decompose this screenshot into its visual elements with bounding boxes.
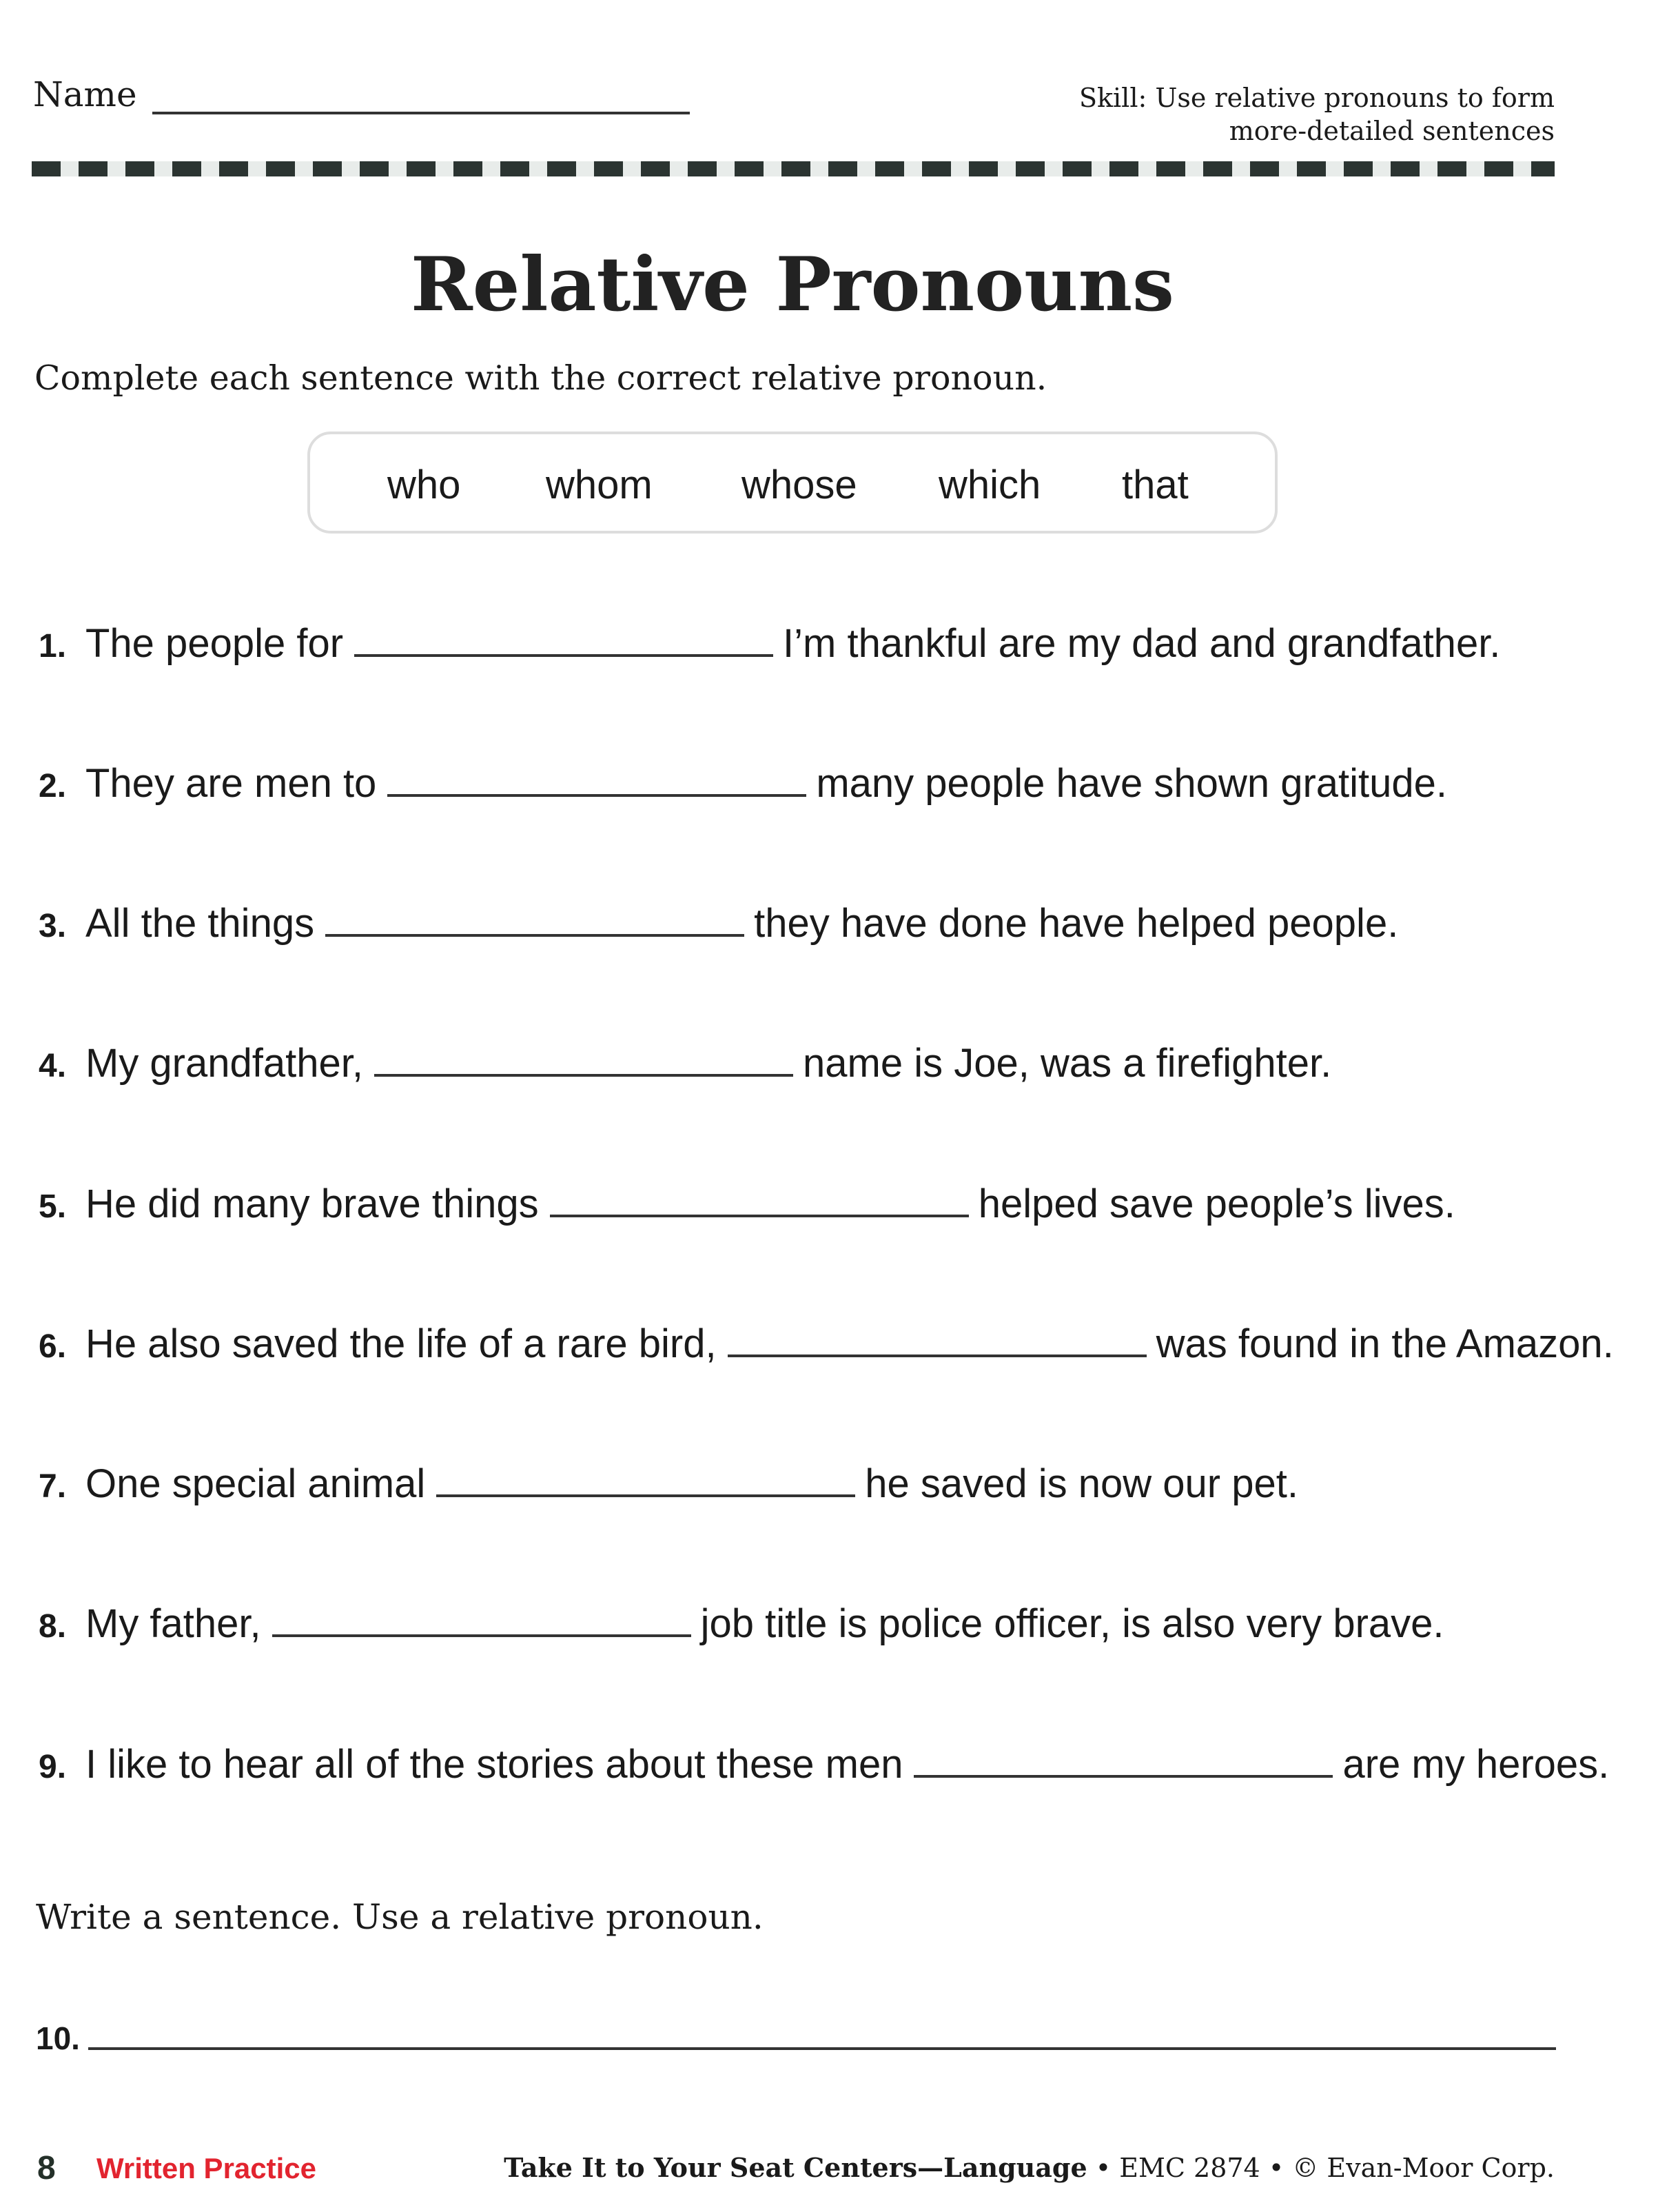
skill-line-2: more-detailed sentences	[1229, 116, 1555, 146]
name-blank[interactable]	[152, 81, 690, 114]
question-text-after: they have done have helped people.	[754, 901, 1399, 946]
question-row	[39, 1181, 1455, 1227]
question-text-before: All the things	[85, 901, 315, 946]
question-text-after: helped save people’s lives.	[978, 1181, 1455, 1226]
question-text-after: many people have shown gratitude.	[816, 761, 1448, 806]
skill-note	[1079, 81, 1555, 148]
word-bank-item: whose	[741, 463, 857, 507]
question-text-after: I’m thankful are my dad and grandfather.	[783, 621, 1501, 666]
question-text-before: They are men to	[85, 761, 377, 806]
question-number: 7.	[39, 1468, 67, 1505]
question-text-before: My grandfather,	[85, 1041, 363, 1086]
question-text-after: are my heroes.	[1342, 1742, 1610, 1787]
question-text-before: The people for	[85, 621, 344, 666]
question-text-after: was found in the Amazon.	[1156, 1321, 1614, 1366]
copyright: • EMC 2874 • © Evan-Moor Corp.	[1087, 2153, 1555, 2183]
answer-blank[interactable]	[325, 927, 744, 937]
footer-credit	[504, 2152, 1555, 2183]
question-number: 9.	[39, 1749, 67, 1785]
question-row	[39, 1040, 1331, 1086]
answer-blank[interactable]	[272, 1627, 691, 1637]
word-bank-item: that	[1122, 463, 1189, 507]
question-10-number: 10.	[36, 2020, 80, 2056]
book-title: Take It to Your Seat Centers—Language	[504, 2152, 1087, 2183]
question-10-answer-line[interactable]	[88, 2047, 1556, 2050]
answer-blank[interactable]	[728, 1348, 1147, 1357]
decorative-stripe	[32, 161, 1555, 176]
question-text-after: he saved is now our pet.	[865, 1461, 1298, 1506]
word-bank-item: which	[939, 463, 1041, 507]
question-number: 2.	[39, 768, 67, 804]
word-bank-item: whom	[546, 463, 653, 507]
section-label: Written Practice	[96, 2152, 316, 2184]
answer-blank[interactable]	[550, 1208, 969, 1217]
name-label: Name	[33, 74, 137, 114]
question-text-before: One special animal	[85, 1461, 426, 1506]
question-number: 3.	[39, 908, 67, 944]
answer-blank[interactable]	[374, 1067, 793, 1077]
question-row	[39, 1461, 1298, 1507]
page-number: 8	[37, 2150, 56, 2186]
question-number: 4.	[39, 1048, 67, 1084]
question-text-before: I like to hear all of the stories about these men	[85, 1742, 903, 1787]
question-number: 1.	[39, 628, 67, 664]
name-field	[33, 74, 690, 114]
question-row	[39, 760, 1447, 806]
answer-blank[interactable]	[387, 787, 806, 797]
question-row	[39, 1601, 1444, 1647]
question-text-after: job title is police officer, is also very brave.	[700, 1601, 1444, 1646]
question-number: 8.	[39, 1608, 67, 1645]
word-bank-item: who	[387, 463, 461, 507]
answer-blank[interactable]	[914, 1768, 1333, 1778]
question-text-before: He also saved the life of a rare bird,	[85, 1321, 717, 1366]
question-row	[39, 900, 1398, 946]
question-text-before: My father,	[85, 1601, 261, 1646]
answer-blank[interactable]	[436, 1488, 855, 1497]
question-text-after: name is Joe, was a firefighter.	[803, 1041, 1332, 1086]
question-row	[39, 1741, 1609, 1787]
question-text-before: He did many brave things	[85, 1181, 539, 1226]
word-bank	[307, 432, 1278, 534]
answer-blank[interactable]	[354, 647, 773, 657]
instructions: Complete each sentence with the correct relative pronoun.	[34, 358, 1047, 398]
question-number: 6.	[39, 1328, 67, 1365]
question-row	[39, 620, 1500, 667]
question-row	[39, 1321, 1614, 1367]
page-title: Relative Pronouns	[410, 241, 1174, 328]
question-number: 5.	[39, 1188, 67, 1225]
skill-line-1: Skill: Use relative pronouns to form	[1078, 83, 1555, 113]
write-prompt: Write a sentence. Use a relative pronoun.	[36, 1897, 764, 1937]
